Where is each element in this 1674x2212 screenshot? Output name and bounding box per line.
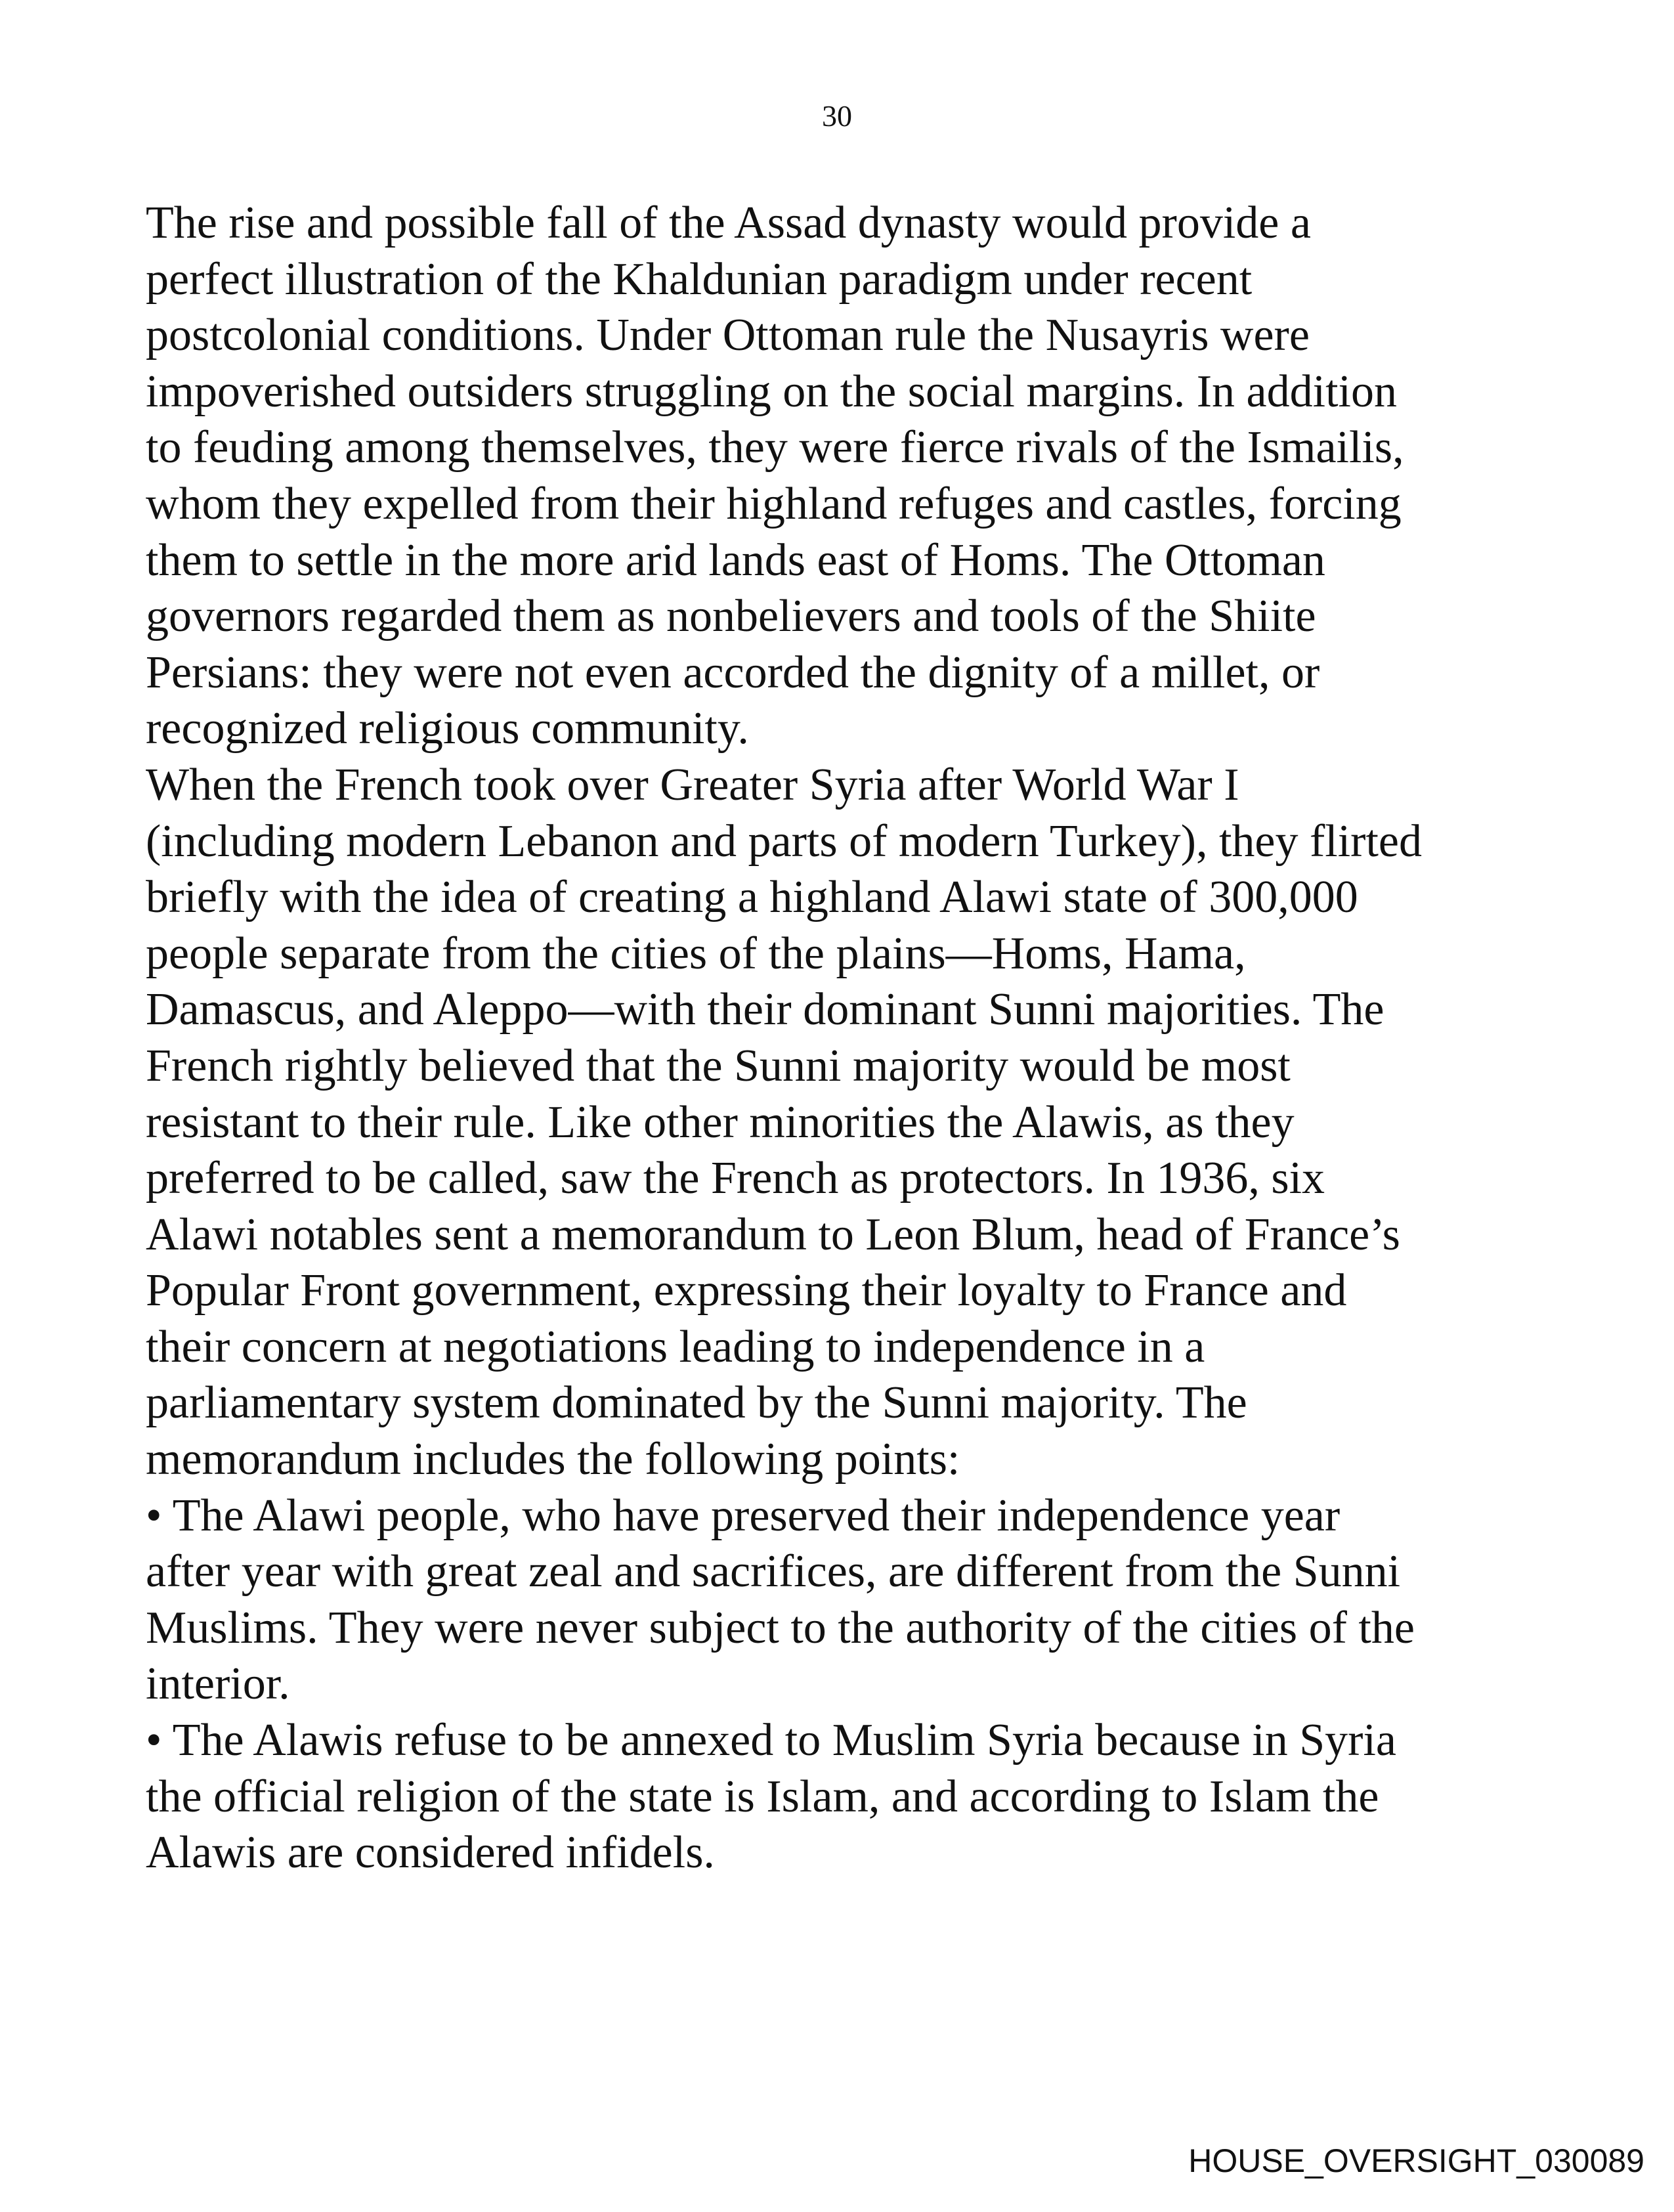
text-line: French rightly believed that the Sunni majority would be most <box>146 1040 1291 1091</box>
page-number: 30 <box>822 99 852 133</box>
text-line: • The Alawis refuse to be annexed to Muslim Syria because in Syria <box>146 1715 1397 1766</box>
text-line: The rise and possible fall of the Assad dynasty would provide a <box>146 198 1311 248</box>
paragraph-assad-dynasty <box>146 195 1531 757</box>
text-line: postcolonial conditions. Under Ottoman rule the Nusayris were <box>146 310 1310 361</box>
text-line: • The Alawi people, who have preserved their independence year <box>146 1490 1341 1541</box>
text-line: parliamentary system dominated by the Sunni majority. The <box>146 1377 1247 1429</box>
text-line: Persians: they were not even accorded the dignity of a millet, or <box>146 647 1320 698</box>
text-line: to feuding among themselves, they were fierce rivals of the Ismailis, <box>146 422 1404 473</box>
memorandum-point-2 <box>146 1712 1531 1881</box>
text-line: Muslims. They were never subject to the authority of the cities of the <box>146 1602 1415 1653</box>
text-line: Popular Front government, expressing their loyalty to France and <box>146 1265 1347 1316</box>
text-line: the official religion of the state is Islam, and according to Islam the <box>146 1771 1379 1822</box>
text-line: governors regarded them as nonbelievers and tools of the Shiite <box>146 591 1316 642</box>
text-line: after year with great zeal and sacrifices, are different from the Sunni <box>146 1546 1401 1597</box>
text-line: (including modern Lebanon and parts of modern Turkey), they flirted <box>146 815 1423 867</box>
text-line: people separate from the cities of the plains—Homs, Hama, <box>146 928 1246 979</box>
paragraph-french-mandate <box>146 757 1531 1488</box>
text-line: perfect illustration of the Khaldunian paradigm under recent <box>146 253 1253 305</box>
text-line: resistant to their rule. Like other minorities the Alawis, as they <box>146 1096 1295 1148</box>
body-text <box>146 195 1531 1881</box>
text-line: them to settle in the more arid lands east of Homs. The Ottoman <box>146 534 1325 586</box>
text-line: impoverished outsiders struggling on the social margins. In addition <box>146 366 1397 417</box>
text-line: Alawis are considered infidels. <box>146 1827 715 1878</box>
text-line: memorandum includes the following points: <box>146 1434 960 1485</box>
memorandum-point-1 <box>146 1488 1531 1712</box>
text-line: briefly with the idea of creating a highland Alawi state of 300,000 <box>146 872 1358 923</box>
text-line: Damascus, and Aleppo—with their dominant Sunni majorities. The <box>146 984 1384 1035</box>
text-line: recognized religious community. <box>146 703 749 754</box>
text-line: whom they expelled from their highland refuges and castles, forcing <box>146 478 1402 529</box>
text-line: their concern at negotiations leading to independence in a <box>146 1321 1205 1372</box>
text-line: interior. <box>146 1659 290 1710</box>
text-line: When the French took over Greater Syria after World War I <box>146 759 1239 810</box>
footer-document-id: HOUSE_OVERSIGHT_030089 <box>1188 2142 1644 2179</box>
text-line: preferred to be called, saw the French as protectors. In 1936, six <box>146 1153 1325 1204</box>
text-line: Alawi notables sent a memorandum to Leon Blum, head of France’s <box>146 1209 1400 1260</box>
